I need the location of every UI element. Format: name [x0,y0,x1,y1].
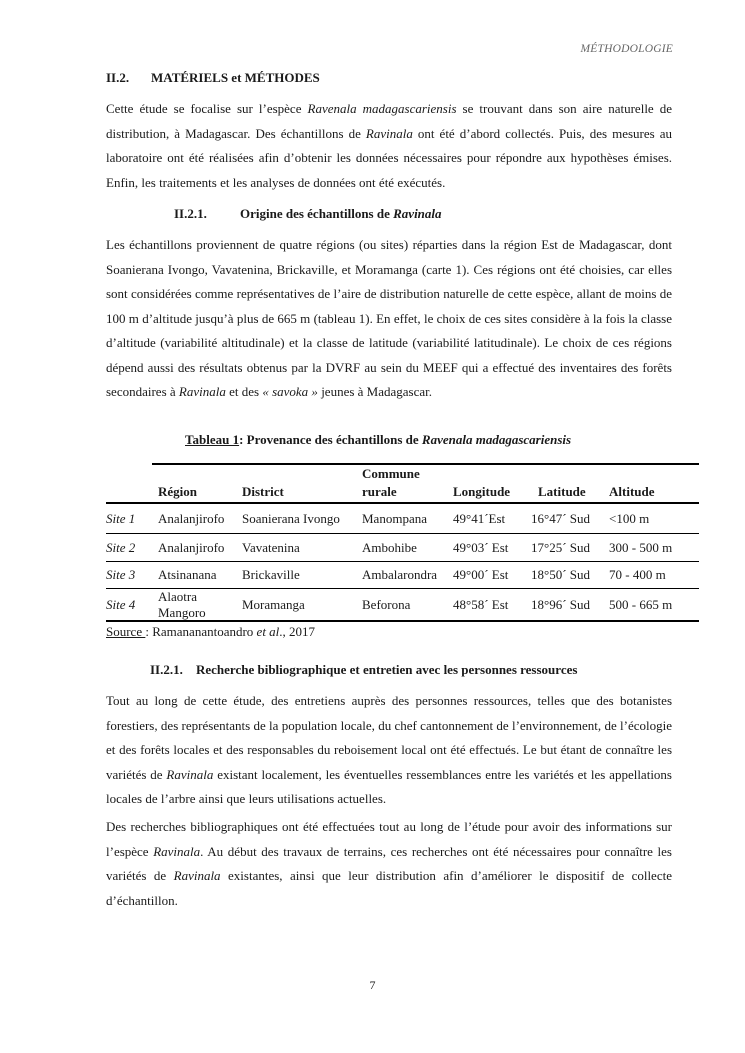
header-latitude: Latitude [538,484,586,499]
subsection1-number: II.2.1. [174,206,207,221]
table-caption-italic: Ravenala madagascariensis [421,432,572,447]
biblio1-text-1: Tout au long de cette étude, des entretiens auprès des personnes ressources, telles que des botanistes forestiers, des représentants de la population locale, du chef cantonnement de l’environnement, de l’écologie et des forêts locales et des responsables du reboisement local ont été effectués. Le but étant de connaître les variétés de [106,693,672,782]
subsection1-title [240,206,442,222]
biblio2-text-2: . Au début des travaux de terrains, ces recherches ont été nécessaires pour connaître les variétés de [106,843,672,883]
page-number: 7 [369,978,376,992]
row4-commune: Beforona [362,597,411,612]
table-row-rule-1 [106,533,699,534]
table-header-rule [106,502,699,504]
row2-longitude: 49°03´ Est [453,540,509,555]
table-top-rule [152,463,699,465]
table-source [106,624,315,640]
intro-paragraph [106,97,672,195]
origin-italic-2: « savoka » [262,384,318,399]
row1-longitude: 49°41´Est [453,511,506,526]
row1-commune: Manompana [362,511,427,526]
row2-site: Site 2 [106,540,136,555]
header-longitude: Longitude [453,484,511,499]
row4-altitude: 500 - 665 m [609,597,673,612]
intro-text-2: se trouvant dans son aire naturelle de distribution, à Madagascar. Des échantillons de [106,101,672,141]
header-district: District [242,484,284,499]
subsection1-title-text: Origine des échantillons de [240,206,394,221]
row2-district: Vavatenina [242,540,300,555]
row4-region-line-1: Alaotra [158,589,197,604]
row2-latitude: 17°25´ Sud [531,540,591,555]
row1-district: Soanierana Ivongo [242,511,340,526]
row2-commune: Ambohibe [362,540,417,555]
biblio-paragraph-2 [106,815,672,913]
header-altitude: Altitude [609,484,655,499]
biblio2-italic-2: Ravinala [173,868,221,883]
row2-altitude: 300 - 500 m [609,540,673,555]
row1-site: Site 1 [106,511,136,526]
table-caption-text: : Provenance des échantillons de [239,432,422,447]
intro-text-1: Cette étude se focalise sur l’espèce [106,101,308,116]
table-caption [185,432,571,448]
row4-longitude: 48°58´ Est [453,597,509,612]
source-tail: ., 2017 [279,624,316,639]
subsection2-title: Recherche bibliographique et entretien avec les personnes ressources [196,662,578,677]
row1-altitude: <100 m [609,511,650,526]
running-header: MÉTHODOLOGIE [580,43,673,55]
row4-region [158,589,206,621]
row3-region: Atsinanana [158,567,217,582]
row3-district: Brickaville [242,567,300,582]
biblio1-text-2: existant localement, les éventuelles ressemblances entre les variétés et les appellations locales de l’arbre ainsi que leurs utilisations actuelles. [106,766,672,806]
row3-altitude: 70 - 400 m [609,567,666,582]
header-region: Région [158,484,197,499]
biblio1-italic: Ravinala [166,766,214,782]
row1-region: Analanjirofo [158,511,225,526]
origin-text-2: et des [225,384,263,399]
section-number: II.2. [106,70,130,85]
origin-paragraph [106,233,672,405]
origin-text-1: Les échantillons proviennent de quatre régions (ou sites) réparties dans la région Est de Madagascar, dont Soanierana Ivongo, Vavatenina, Brickaville, et Moramanga (carte 1). Ces régions ont été choisies, car elles sont considérées comme représentatives de l’aire de distribution naturelle de cette espèce, allant de moins de 100 m d’altitude jusqu’à plus de 665 m (tableau 1). En effet, le choix de ces sites considère à la fois la classe d’altitude (variabilité altitudinale) et la classe de latitude (variabilité latitudinale). Le choix de ces régions dépend aussi des résultats obtenus par la DVRF au sein du MEEF qui a effectué des inventaires des forêts secondaires à [106,237,672,399]
subsection2-number: II.2.1. [150,662,183,677]
intro-species: Ravenala madagascariensis [307,101,457,116]
source-label: Source [106,624,146,639]
row3-site: Site 3 [106,567,136,582]
row2-region: Analanjirofo [158,540,225,555]
row4-latitude: 18°96´ Sud [531,597,591,612]
row3-commune: Ambalarondra [362,567,438,582]
section-title: MATÉRIELS et MÉTHODES [151,70,320,85]
source-text: : Ramananantoandro [145,624,257,639]
row4-region-line-2: Mangoro [158,605,206,620]
intro-text-3: ont été d’abord collectés. Puis, des mesures au laboratoire ont été réalisées afin d’obtenir les données nécessaires pour répondre aux hypothèses émises. Enfin, les traitements et les analyses de données ont été exécutés. [106,125,673,190]
origin-italic-1: Ravinala [178,384,226,399]
row3-longitude: 49°00´ Est [453,567,509,582]
row3-latitude: 18°50´ Sud [531,567,591,582]
biblio-paragraph-1 [106,689,672,812]
row1-latitude: 16°47´ Sud [531,511,591,526]
biblio2-text-3: existantes, ainsi que leur distribution afin d’améliorer le dispositif de collecte d’échantillon. [106,868,672,908]
biblio2-italic-1: Ravinala [153,843,201,859]
source-italic: et al [256,624,280,639]
biblio2-text-1: Des recherches bibliographiques ont été effectuées tout au long de l’étude pour avoir des informations sur l’espèce [106,819,672,859]
subsection1-title-italic: Ravinala [393,206,442,221]
header-commune-1: Commune [362,466,420,481]
table-row-rule-2 [106,561,699,562]
origin-text-3: jeunes à Madagascar. [317,384,432,399]
table-caption-label: Tableau 1 [185,432,240,447]
header-commune-2: rurale [362,484,397,499]
intro-genus: Ravinala [365,125,413,141]
row4-site: Site 4 [106,597,136,612]
row4-district: Moramanga [242,597,305,612]
